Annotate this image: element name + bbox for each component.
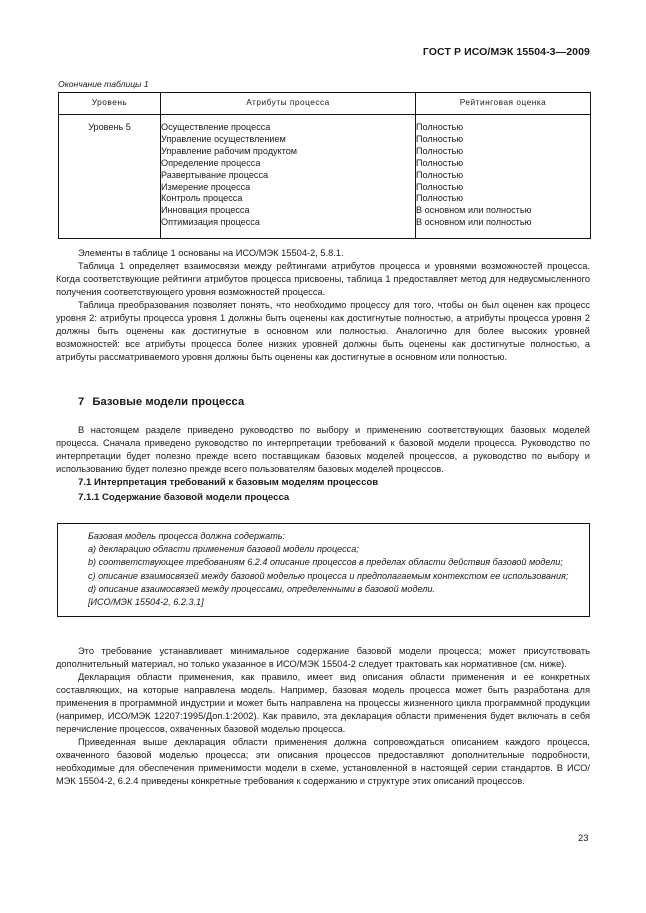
paragraph: Элементы в таблице 1 основаны на ИСО/МЭК 15504-2, 5.8.1.: [78, 248, 344, 258]
list-item: Развертывание процесса: [161, 169, 269, 180]
list-item: Контроль процесса: [161, 193, 243, 204]
column-header-level: Уровень: [59, 93, 161, 115]
paragraph: Приведенная выше декларация области применения должна сопровождаться описанием каждого процесса, охваченного базовой моделью процесса; эти описания процессов предоставляют дополнительные подробности, необходимые для обеспечения применимости модели в схеме, установленной в настоящей серии стандартов. В ИСО/МЭК 15504-2, 6.2.4 приведены конкретные требования к содержанию и структуре этих описаний процессов.: [56, 737, 590, 786]
page-number: 23: [578, 832, 589, 843]
normative-quote-box: [57, 523, 590, 617]
section-heading-7: [78, 396, 244, 408]
list-item: В основном или полностью: [416, 205, 532, 216]
paragraph: В настоящем разделе приведено руководство по выбору и применению соответствующих базовых моделей процесса. Сначала приведено руководство по интерпретации требований к базовой модели процесса. Руководство по интерпретации будет полезно прежде всего поставщикам базовых моделей процессов, а руководство по выбору и использованию будет полезно прежде всего пользователям базовых моделей процессов.: [56, 425, 590, 474]
quote-reference: [ИСО/МЭК 15504-2, 6.2.3.1]: [88, 597, 204, 608]
column-header-attributes: Атрибуты процесса: [161, 93, 416, 115]
list-item: Инновация процесса: [161, 205, 250, 216]
closing-paragraph-block: [56, 645, 590, 788]
quote-item-a: a) декларацию области применения базовой модели процесса;: [88, 544, 359, 555]
section-7-paragraph-block: [56, 424, 590, 476]
column-header-rating: Рейтинговая оценка: [416, 93, 591, 115]
quote-intro: Базовая модель процесса должна содержать:: [88, 531, 286, 541]
cell-level-value: Уровень 5: [59, 115, 161, 239]
list-item: Полностью: [416, 181, 464, 192]
paragraph: Это требование устанавливает минимальное содержание базовой модели процесса; может присутствовать дополнительный материал, но только указанное в ИСО/МЭК 15504-2 следует трактовать как нормативное (см. ниже).: [56, 646, 590, 669]
list-item: Осуществление процесса: [161, 122, 271, 132]
list-item: Полностью: [416, 157, 464, 168]
list-item: Управление осуществлением: [161, 133, 286, 144]
list-item: Полностью: [416, 133, 464, 144]
paragraph: Таблица 1 определяет взаимосвязи между рейтингами атрибутов процесса и уровнями возможностей процесса. Когда соответствующие рейтинги атрибутов процесса присвоены, таблица 1 предоставляет метод для недвусмысленного получения соответствующего уровня возможностей процесса.: [56, 261, 590, 297]
paragraph: Декларация области применения, как правило, имеет вид описания области применения и ее конкретных составляющих, на которые направлена модель. Например, базовая модель процесса может быть разработана для применения в программной индустрии и может быть направлена на процессы жизненного цикла программной продукции (например, ИСО/МЭК 12207:1995/Доп.1:2002). Как правило, эта декларация области применения будет включать в себя перечисление процессов, охваченных базовой моделью процесса.: [56, 672, 590, 734]
section-heading-7-1: 7.1 Интерпретация требований к базовым моделям процессов: [78, 477, 379, 488]
table-row: [59, 115, 591, 239]
document-header-standard-number: ГОСТ Р ИСО/МЭК 15504-3—2009: [422, 46, 590, 58]
attributes-list: [161, 122, 415, 229]
list-item: Измерение процесса: [161, 181, 251, 192]
list-item: В основном или полностью: [416, 217, 532, 228]
table-caption: Окончание таблицы 1: [58, 79, 149, 89]
list-item: Полностью: [416, 169, 464, 180]
intro-paragraph-block: [56, 247, 590, 364]
list-item: Оптимизация процесса: [161, 217, 260, 228]
table-header-row: [59, 93, 591, 115]
section-title: Базовые модели процесса: [92, 396, 245, 408]
list-item: Управление рабочим продуктом: [161, 145, 298, 156]
quote-text: [62, 530, 583, 609]
quote-item-c: c) описание взаимосвязей между базовой моделью процесса и предполагаемым контекстом ее использования;: [88, 570, 569, 581]
section-heading-7-1-1: 7.1.1 Содержание базовой модели процесса: [78, 492, 290, 503]
list-item: Полностью: [416, 193, 464, 204]
cell-rating-list: [416, 115, 591, 239]
cell-attributes-list: [161, 115, 416, 239]
section-number: 7: [78, 396, 85, 408]
list-item: Полностью: [416, 145, 464, 156]
paragraph: Таблица преобразования позволяет понять, что необходимо процессу для того, чтобы он был оценен как процесс уровня 2: атрибуты процесса уровня 1 должны быть оценены как достигнутые полностью, а атрибуты процесса уровня 2 должны быть оценены как достигнутые в основном или полностью. Аналогично для более высоких уровней возможностей: все атрибуты процесса более низких уровней должны быть оценены как достигнутые полностью, а атрибуты рассматриваемого уровня должны быть оценены как достигнутые в основном или полностью.: [56, 300, 590, 362]
ratings-list: [416, 122, 590, 229]
quote-item-d: d) описание взаимосвязей между процессами, определенными в базовой модели.: [88, 583, 435, 594]
list-item: Определение процесса: [161, 157, 261, 168]
quote-item-b: b) соответствующее требованиям 6.2.4 описание процессов в пределах области действия базовой модели;: [88, 557, 563, 568]
process-attribute-rating-table: [58, 92, 591, 239]
list-item: Полностью: [416, 122, 464, 132]
